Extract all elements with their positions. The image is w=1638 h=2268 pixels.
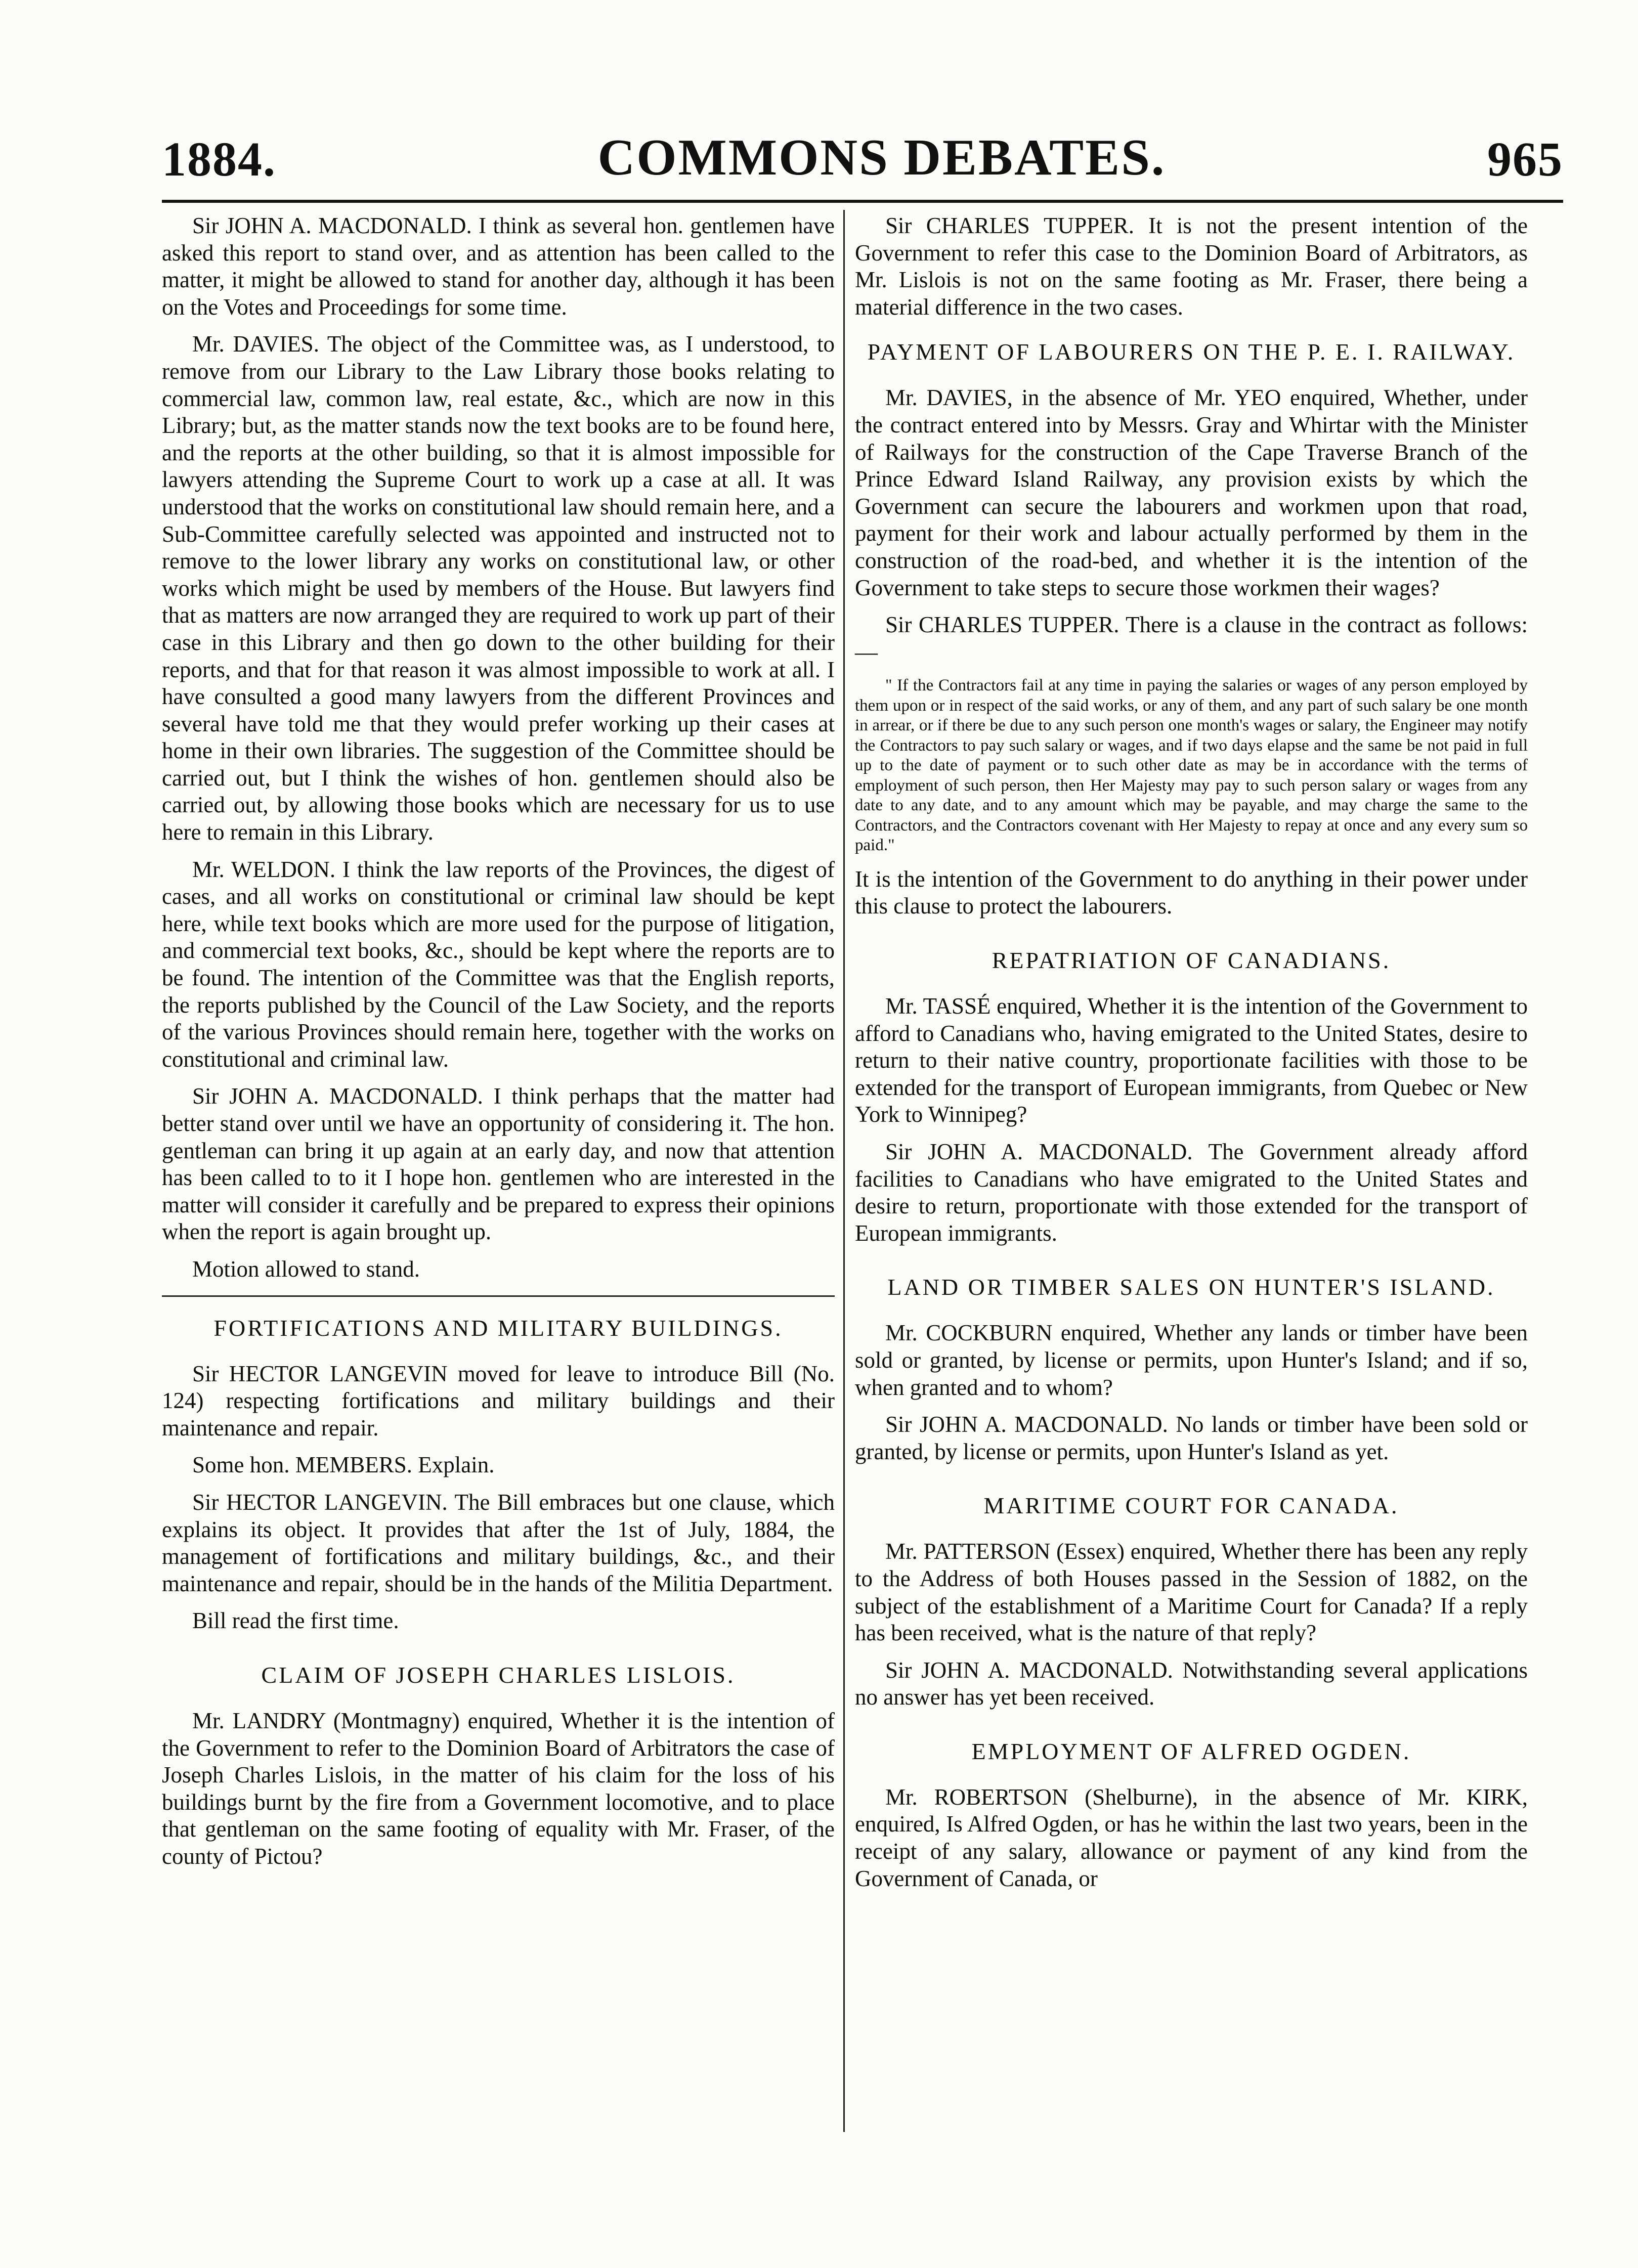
left-column — [162, 212, 835, 1880]
paragraph: Sir JOHN A. MACDONALD. No lands or timber have been sold or granted, by license or permits, upon Hunter's Island as yet. — [855, 1412, 1528, 1464]
paragraph: Sir HECTOR LANGEVIN. The Bill embraces but one clause, which explains its object. It provides that after the 1st of July, 1884, the management of fortifications and military buildings, &c., and their maintenance and repair, should be in the hands of the Militia Department. — [162, 1489, 835, 1596]
paragraph: Mr. DAVIES. The object of the Committee was, as I understood, to remove from our Library to the Law Library those books relating to commercial law, common law, real estate, &c., which are now in this Library; but, as the matter stands now the text books are to be found here, and the reports at the other building, so that it is almost impossible for lawyers attending the Supreme Court to work up a case at all. It was understood that the works on constitutional law should remain here, and a Sub-Committee carefully selected was appointed and instructed not to remove to the lower library any works on constitutional law, or other works which might be used by members of the House. But lawyers find that as matters are now arranged they are required to work up part of their case in this Library and then go down to the other building for their reports, and that for that reason it was almost impossible to work at all. I have consulted a good many lawyers from the different Provinces and several have told me that they would prefer working up their cases at home in their own libraries. The suggestion of the Committee should be carried out, but I think the wishes of hon. gentlemen should also be carried out, by allowing those books which are necessary for us to use here to remain in this Library. — [162, 331, 835, 845]
paragraph: Some hon. MEMBERS. Explain. — [192, 1452, 495, 1478]
paragraph: Mr. LANDRY (Montmagny) enquired, Whether it is the intention of the Government to refer to the Dominion Board of Arbitrators the case of Joseph Charles Lislois, in the matter of his claim for the loss of his buildings burnt by the fire from a Government locomotive, and to place that gentleman on the same footing of equality with Mr. Fraser, of the county of Pictou? — [162, 1708, 835, 1869]
section-heading: LAND OR TIMBER SALES ON HUNTER'S ISLAND. — [887, 1274, 1495, 1300]
section-heading: MARITIME COURT FOR CANADA. — [983, 1493, 1399, 1519]
section-separator — [162, 1295, 835, 1297]
section-heading: REPATRIATION OF CANADIANS. — [992, 947, 1391, 973]
paragraph: Mr. COCKBURN enquired, Whether any lands or timber have been sold or granted, by license or permits, upon Hunter's Island; and if so, when granted and to whom? — [855, 1320, 1528, 1400]
paragraph: Sir JOHN A. MACDONALD. I think perhaps that the matter had better stand over until we have an opportunity of considering it. The hon. gentleman can bring it up again at an early day, and now that attention has been called to to it I hope hon. gentlemen who are interested in the matter will consider it carefully and be prepared to express their opinions when the report is again brought up. — [162, 1083, 835, 1245]
paragraph: Mr. ROBERTSON (Shelburne), in the absence of Mr. KIRK, enquired, Is Alfred Ogden, or has he within the last two years, been in the receipt of any salary, allowance or payment of any kind from the Government of Canada, or — [855, 1784, 1528, 1891]
header-page-number: 965 — [1487, 132, 1563, 186]
section-heading: PAYMENT OF LABOURERS ON THE P. E. I. RAILWAY. — [867, 339, 1516, 365]
paragraph: Sir JOHN A. MACDONALD. Notwithstanding several applications no answer has yet been received. — [855, 1657, 1528, 1710]
column-divider — [843, 210, 845, 2132]
section-heading: FORTIFICATIONS AND MILITARY BUILDINGS. — [213, 1315, 783, 1341]
section-heading: CLAIM OF JOSEPH CHARLES LISLOIS. — [261, 1662, 736, 1688]
paragraph: Bill read the first time. — [192, 1608, 399, 1634]
section-heading: EMPLOYMENT OF ALFRED OGDEN. — [971, 1738, 1411, 1764]
paragraph: Mr. WELDON. I think the law reports of the Provinces, the digest of cases, and all works on constitutional or criminal law should be kept here, while text books which are more used for the purpose of litigation, and commercial text books, &c., should be kept where the reports are to be found. The intention of the Committee was that the English reports, the reports published by the Council of the Law Society, and the reports of the various Provinces should remain here, together with the works on constitutional and criminal law. — [162, 856, 835, 1072]
paragraph: Mr. TASSÉ enquired, Whether it is the intention of the Government to afford to Canadians who, having emigrated to the United States, desire to return to their native country, proportionate facilities with those to be extended for the transport of European immigrants, from Quebec or New York to Winnipeg? — [855, 993, 1528, 1127]
paragraph: Mr. DAVIES, in the absence of Mr. YEO enquired, Whether, under the contract entered into by Messrs. Gray and Whirtar with the Minister of Railways for the construction of the Cape Traverse Branch of the Prince Edward Island Railway, any provision exists by which the Government can secure the labourers and workmen upon that road, payment for their work and labour actually performed by them in the construction of the road-bed, and whether it is the intention of the Government to take steps to secure those workmen their wages? — [855, 385, 1528, 600]
paragraph: Mr. PATTERSON (Essex) enquired, Whether there has been any reply to the Address of both Houses passed in the Session of 1882, on the subject of the establishment of a Maritime Court for Canada? If a reply has been received, what is the nature of that reply? — [855, 1539, 1528, 1646]
paragraph: Sir JOHN A. MACDONALD. The Government already afford facilities to Canadians who have emigrated to the United States and desire to return, proportionate with those extended for the transport of European immigrants. — [855, 1139, 1528, 1246]
paragraph: It is the intention of the Government to do anything in their power under this clause to protect the labourers. — [855, 866, 1528, 919]
header-rule — [162, 200, 1563, 203]
right-column — [855, 212, 1528, 1902]
header-year: 1884. — [162, 132, 276, 186]
paragraph: Motion allowed to stand. — [192, 1256, 420, 1282]
paragraph: Sir CHARLES TUPPER. It is not the present intention of the Government to refer this case to the Dominion Board of Arbitrators, as Mr. Lislois is not on the same footing as Mr. Fraser, there being a material difference in the two cases. — [855, 213, 1528, 320]
paragraph: Sir HECTOR LANGEVIN moved for leave to introduce Bill (No. 124) respecting fortifications and military buildings and their maintenance and repair. — [162, 1361, 835, 1441]
header-title: COMMONS DEBATES. — [597, 129, 1166, 186]
paragraph: Sir JOHN A. MACDONALD. I think as several hon. gentlemen have asked this report to stand over, and as attention has been called to the matter, it might be allowed to stand for another day, although it has been on the Votes and Proceedings for some time. — [162, 213, 835, 320]
paragraph: Sir CHARLES TUPPER. There is a clause in the contract as follows:— — [855, 612, 1528, 665]
contract-quote: " If the Contractors fail at any time in paying the salaries or wages of any person employed by them upon or in respect of the said works, or any of them, and any part of such salary be one month in arrear, or if there be due to any such person one month's wages or salary, the Engineer may notify the Contractors to pay such salary or wages, and if two days elapse and the same be not paid in full up to the date of payment or to such other date as may be in accordance with the terms of employment of such person, then Her Majesty may pay to such person salary or wages from any date to any date, and to any amount which may be payable, and may charge the same to the Contractors, and the Contractors covenant with Her Majesty to repay at once and any every sum so paid." — [855, 676, 1528, 855]
page-header — [162, 116, 1563, 187]
